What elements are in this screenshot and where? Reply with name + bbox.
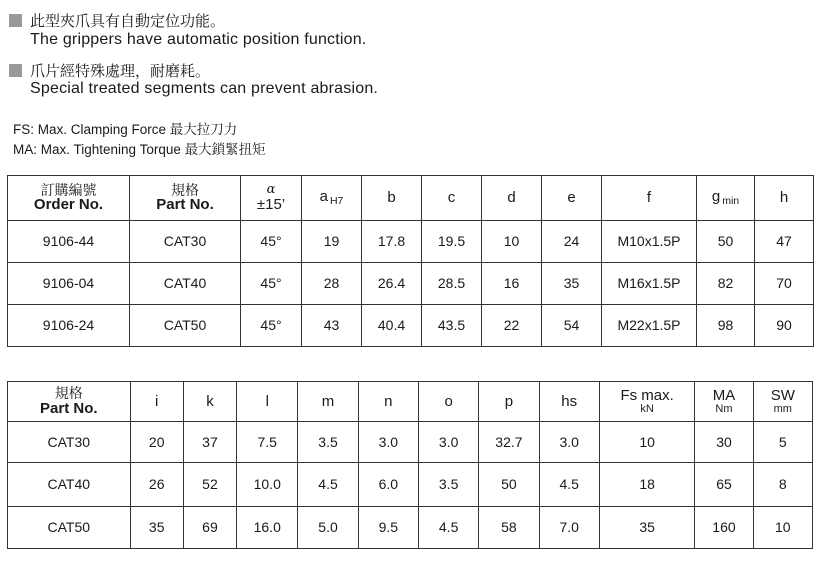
table-row <box>8 263 814 305</box>
e-cell: 54 <box>542 305 602 347</box>
e-header: e <box>542 176 602 221</box>
hs-header: hs <box>539 382 599 422</box>
c-cell: 28.5 <box>422 263 482 305</box>
part-no-cell: CAT30 <box>8 422 131 463</box>
d-cell: 22 <box>482 305 542 347</box>
c-header: c <box>422 176 482 221</box>
alpha-header <box>241 176 302 221</box>
h-header: h <box>755 176 814 221</box>
order-no-header-zh: 訂購編號 <box>40 181 97 198</box>
p-cell: 50 <box>479 463 539 507</box>
g-cell: 82 <box>697 263 755 305</box>
h-cell: 47 <box>755 221 814 263</box>
m-cell: 4.5 <box>298 463 358 507</box>
ma-header <box>695 382 753 422</box>
fs-cell: 18 <box>599 463 694 507</box>
l-cell: 16.0 <box>237 507 298 549</box>
p-header: p <box>479 382 539 422</box>
g-header <box>697 176 755 221</box>
bullet-square-icon <box>9 14 22 27</box>
part-no-header-zh: 規格 <box>171 181 199 198</box>
fs-cell: 35 <box>599 507 694 549</box>
i-header: i <box>130 382 183 422</box>
hs-cell: 7.0 <box>539 507 599 549</box>
o-cell: 3.0 <box>418 422 478 463</box>
note-1-en: The grippers have automatic position function. <box>30 31 367 48</box>
n-header: n <box>358 382 418 422</box>
b-header: b <box>362 176 422 221</box>
ma-cell: 160 <box>695 507 753 549</box>
o-header: o <box>418 382 478 422</box>
c-cell: 19.5 <box>422 221 482 263</box>
sw-cell: 10 <box>753 507 812 549</box>
order-no-cell: 9106-04 <box>8 263 130 305</box>
b-cell: 17.8 <box>362 221 422 263</box>
i-cell: 35 <box>130 507 183 549</box>
l-cell: 7.5 <box>237 422 298 463</box>
n-cell: 9.5 <box>358 507 418 549</box>
f-cell: M10x1.5P <box>602 221 697 263</box>
part-no-header <box>8 382 131 422</box>
table-1-header-row <box>8 176 814 221</box>
m-cell: 3.5 <box>298 422 358 463</box>
sw-cell: 8 <box>753 463 812 507</box>
legend-ma: MA: Max. Tightening Torque 最大鎖緊扭矩 <box>13 142 266 157</box>
g-cell: 98 <box>697 305 755 347</box>
g-label: g <box>711 187 721 205</box>
i-cell: 26 <box>130 463 183 507</box>
d-cell: 10 <box>482 221 542 263</box>
sw-label: SW <box>770 386 795 404</box>
ma-cell: 30 <box>695 422 753 463</box>
sw-unit: mm <box>773 402 792 415</box>
a-cell: 19 <box>302 221 362 263</box>
alpha-cell: 45° <box>241 305 302 347</box>
ma-label: MA <box>712 386 736 404</box>
part-no-cell: CAT30 <box>130 221 241 263</box>
n-cell: 6.0 <box>358 463 418 507</box>
b-cell: 40.4 <box>362 305 422 347</box>
fs-cell: 10 <box>599 422 694 463</box>
table-row <box>8 221 814 263</box>
g-cell: 50 <box>697 221 755 263</box>
alpha-symbol: α <box>266 182 276 198</box>
order-no-header <box>8 176 130 221</box>
table-row <box>8 422 813 463</box>
legend-fs: FS: Max. Clamping Force 最大拉刀力 <box>13 122 238 137</box>
part-no-header-en: Part No. <box>40 399 98 417</box>
a-subscript: H7 <box>329 194 344 207</box>
part-no-cell: CAT40 <box>130 263 241 305</box>
g-subscript: min <box>722 194 740 207</box>
k-cell: 69 <box>183 507 236 549</box>
k-cell: 37 <box>183 422 236 463</box>
fs-unit: kN <box>640 402 654 415</box>
hs-cell: 3.0 <box>539 422 599 463</box>
alpha-tolerance: ±15’ <box>256 195 286 213</box>
d-cell: 16 <box>482 263 542 305</box>
note-1-zh-text: 此型夾爪具有自動定位功能。 <box>30 13 226 30</box>
f-cell: M22x1.5P <box>602 305 697 347</box>
note-2-en: Special treated segments can prevent abrasion. <box>30 80 379 97</box>
alpha-cell: 45° <box>241 221 302 263</box>
p-cell: 32.7 <box>479 422 539 463</box>
i-cell: 20 <box>130 422 183 463</box>
o-cell: 4.5 <box>418 507 478 549</box>
n-cell: 3.0 <box>358 422 418 463</box>
sw-cell: 5 <box>753 422 812 463</box>
alpha-cell: 45° <box>241 263 302 305</box>
a-label: a <box>319 187 328 205</box>
part-no-cell: CAT40 <box>8 463 131 507</box>
order-no-cell: 9106-24 <box>8 305 130 347</box>
a-cell: 28 <box>302 263 362 305</box>
part-no-header-en: Part No. <box>156 196 214 214</box>
table-row <box>8 305 814 347</box>
fs-header <box>599 382 694 422</box>
k-header: k <box>183 382 236 422</box>
sw-header <box>753 382 812 422</box>
a-header <box>302 176 362 221</box>
fs-label: Fs max. <box>620 386 674 404</box>
part-no-header-zh: 規格 <box>54 385 83 402</box>
k-cell: 52 <box>183 463 236 507</box>
l-header: l <box>237 382 298 422</box>
a-cell: 43 <box>302 305 362 347</box>
spec-table-1 <box>7 175 814 347</box>
o-cell: 3.5 <box>418 463 478 507</box>
table-row <box>8 463 813 507</box>
f-header: f <box>602 176 697 221</box>
e-cell: 24 <box>542 221 602 263</box>
table-row <box>8 507 813 549</box>
table-2-header-row <box>8 382 813 422</box>
note-2-zh-text: 爪片經特殊處理，耐磨耗。 <box>30 63 211 80</box>
e-cell: 35 <box>542 263 602 305</box>
part-no-cell: CAT50 <box>8 507 131 549</box>
d-header: d <box>482 176 542 221</box>
m-cell: 5.0 <box>298 507 358 549</box>
m-header: m <box>298 382 358 422</box>
f-cell: M16x1.5P <box>602 263 697 305</box>
ma-cell: 65 <box>695 463 753 507</box>
part-no-cell: CAT50 <box>130 305 241 347</box>
ma-unit: Nm <box>715 402 733 415</box>
order-no-header-en: Order No. <box>33 196 104 214</box>
hs-cell: 4.5 <box>539 463 599 507</box>
h-cell: 90 <box>755 305 814 347</box>
bullet-square-icon <box>9 64 22 77</box>
p-cell: 58 <box>479 507 539 549</box>
h-cell: 70 <box>755 263 814 305</box>
spec-table-2 <box>7 381 813 549</box>
b-cell: 26.4 <box>362 263 422 305</box>
note-1-zh <box>9 10 225 31</box>
order-no-cell: 9106-44 <box>8 221 130 263</box>
part-no-header <box>130 176 241 221</box>
c-cell: 43.5 <box>422 305 482 347</box>
note-2-zh <box>9 60 210 81</box>
l-cell: 10.0 <box>237 463 298 507</box>
